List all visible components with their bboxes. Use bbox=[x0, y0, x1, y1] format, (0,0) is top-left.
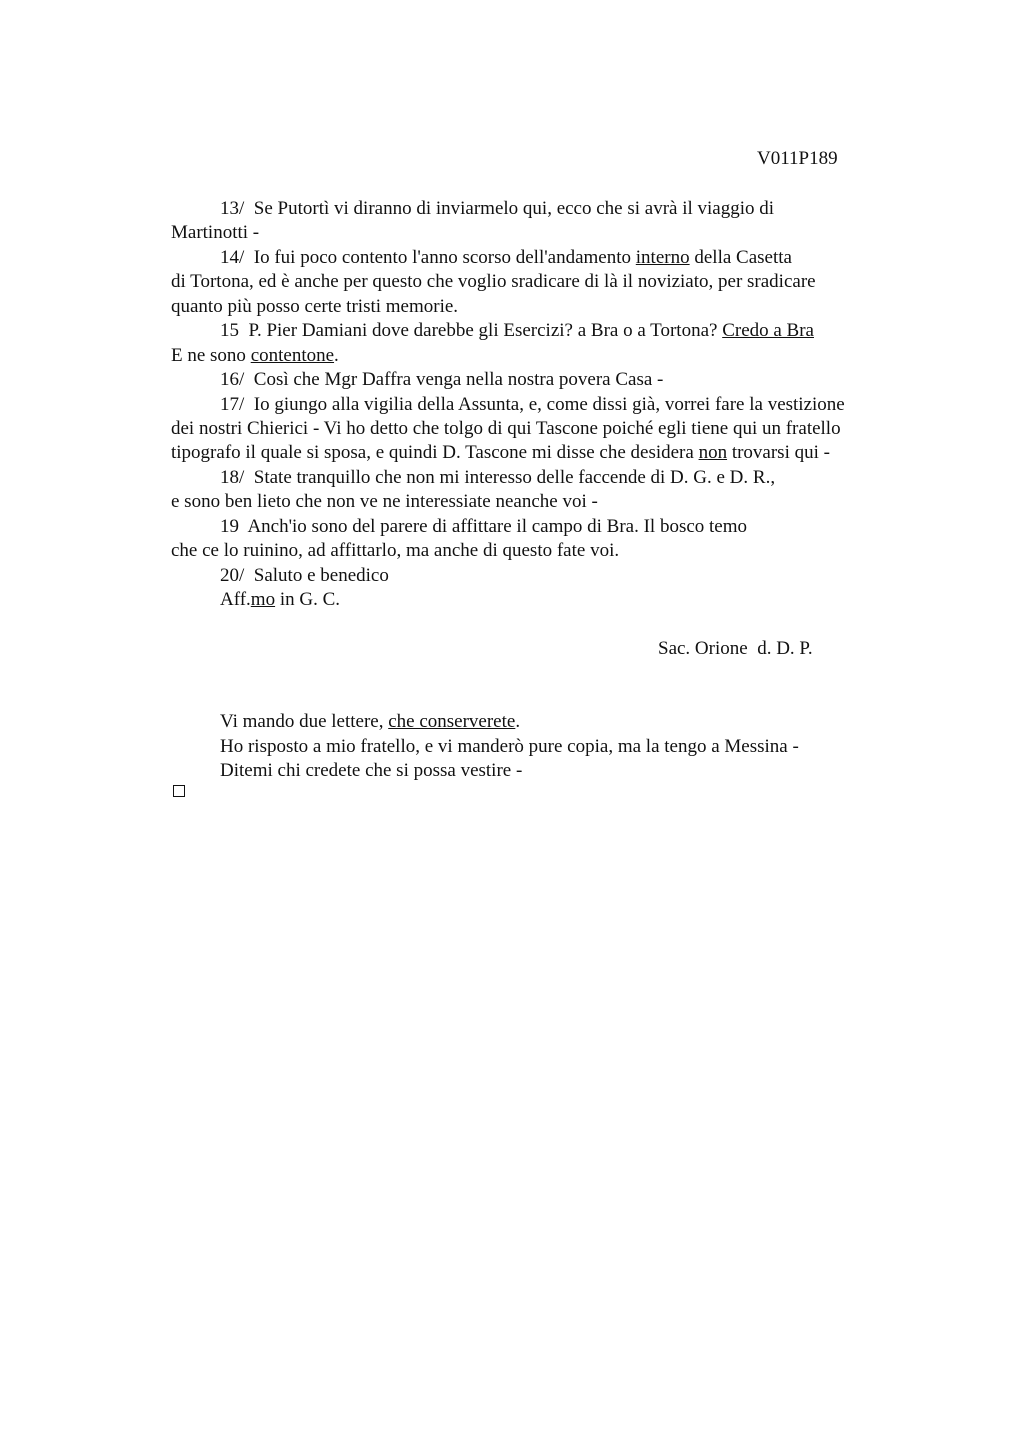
para-20-line-2 bbox=[220, 588, 340, 612]
para-15-text-a: 15 P. Pier Damiani dove darebbe gli Esercizi? a Bra o a Tortona? bbox=[220, 320, 723, 341]
para-17-text-b: trovarsi qui - bbox=[727, 442, 830, 463]
para-13-line-1: 13/ Se Putortì vi diranno di inviarmelo qui, ecco che si avrà il viaggio di bbox=[220, 198, 775, 219]
para-14-line-2: di Tortona, ed è anche per questo che voglio sradicare di là il noviziato, per sradicare bbox=[171, 271, 816, 292]
postscript-line-3: Ditemi chi credete che si possa vestire - bbox=[220, 760, 523, 781]
para-20-text-a: Aff. bbox=[220, 589, 251, 610]
para-17-line-2: dei nostri Chierici - Vi ho detto che tolgo di qui Tascone poiché egli tiene qui un fratello bbox=[171, 418, 841, 439]
para-20-text-b: in G. C. bbox=[275, 589, 341, 610]
para-14-text-b: della Casetta bbox=[689, 247, 792, 268]
para-15-line-2-text-b: . bbox=[334, 345, 339, 366]
para-15-line-1 bbox=[220, 319, 814, 343]
empty-square-icon bbox=[173, 785, 185, 797]
para-17-underlined-word: non bbox=[698, 442, 728, 463]
para-14-text-a: 14/ Io fui poco contento l'anno scorso dell'andamento bbox=[220, 247, 636, 268]
para-14-line-1 bbox=[220, 246, 792, 270]
postscript-text-b: . bbox=[515, 711, 521, 732]
para-14-underlined-word: interno bbox=[635, 247, 690, 268]
para-15-line-2-text-a: E ne sono bbox=[171, 345, 251, 366]
postscript-underlined-phrase: che conserverete bbox=[388, 711, 516, 732]
para-20-line-1: 20/ Saluto e benedico bbox=[220, 565, 389, 586]
para-16-line-1: 16/ Così che Mgr Daffra venga nella nostra povera Casa - bbox=[220, 369, 664, 390]
page-code: V011P189 bbox=[757, 148, 838, 169]
postscript-line-2: Ho risposto a mio fratello, e vi manderò pure copia, ma la tengo a Messina - bbox=[220, 736, 799, 757]
postscript-text-a: Vi mando due lettere, bbox=[220, 711, 389, 732]
para-19-line-2: che ce lo ruinino, ad affittarlo, ma anche di questo fate voi. bbox=[171, 540, 620, 561]
para-17-line-3 bbox=[171, 441, 830, 465]
para-18-line-2: e sono ben lieto che non ve ne interessiate neanche voi - bbox=[171, 491, 598, 512]
signature: Sac. Orione d. D. P. bbox=[658, 638, 813, 659]
para-18-line-1: 18/ State tranquillo che non mi interesso delle faccende di D. G. e D. R., bbox=[220, 467, 776, 488]
para-17-line-1: 17/ Io giungo alla vigilia della Assunta, e, come dissi già, vorrei fare la vestizione bbox=[220, 394, 845, 415]
para-13-line-2: Martinotti - bbox=[171, 222, 260, 243]
postscript-line-1 bbox=[220, 710, 520, 734]
para-15-line-2 bbox=[171, 344, 339, 368]
para-15-underlined-word: contentone bbox=[250, 345, 335, 366]
para-15-underlined-phrase: Credo a Bra bbox=[722, 320, 814, 341]
para-19-line-1: 19 Anch'io sono del parere di affittare il campo di Bra. Il bosco temo bbox=[220, 516, 748, 537]
para-20-underlined-abbrev: mo bbox=[250, 589, 276, 610]
para-14-line-3: quanto più posso certe tristi memorie. bbox=[171, 296, 459, 317]
para-17-text-a: tipografo il quale si sposa, e quindi D. Tascone mi disse che desidera bbox=[171, 442, 699, 463]
